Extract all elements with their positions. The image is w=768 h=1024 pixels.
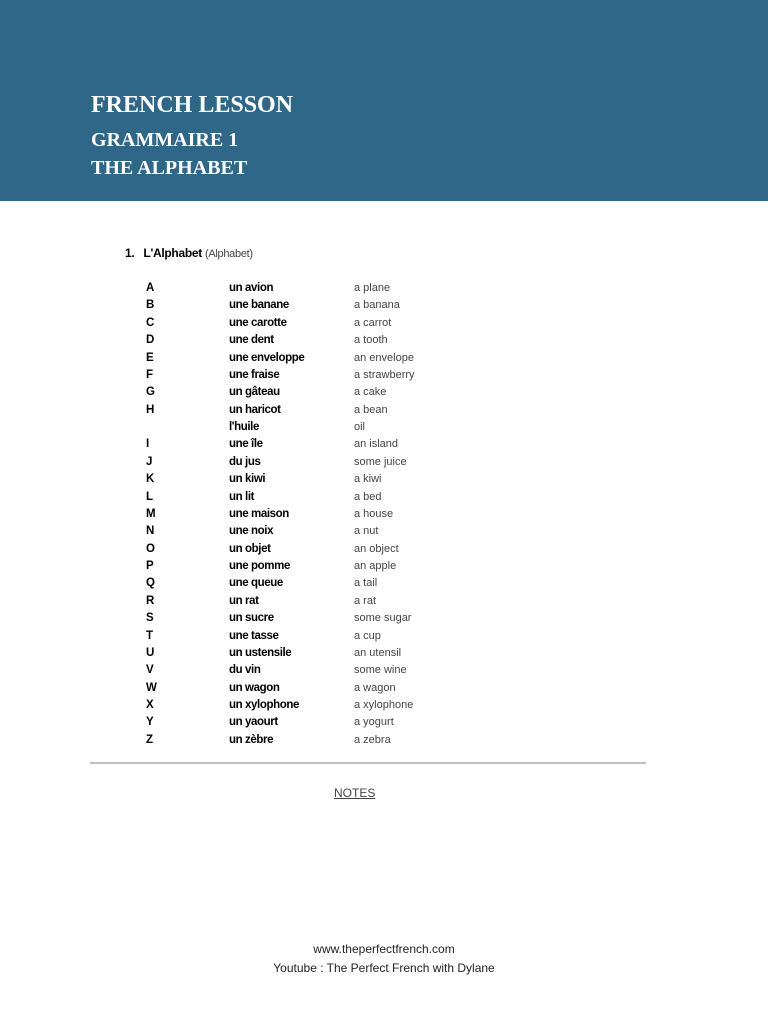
- alphabet-letter: H: [146, 403, 155, 416]
- page-subtitle: GRAMMAIRE 1: [91, 129, 239, 151]
- list-item: [0, 315, 768, 332]
- list-item: [0, 350, 768, 367]
- alphabet-letter: U: [146, 646, 155, 659]
- alphabet-letter: N: [146, 525, 155, 538]
- footer-website: www.theperfectfrench.com: [313, 942, 455, 956]
- french-word: du vin: [229, 664, 261, 677]
- list-item: [0, 628, 768, 645]
- alphabet-letter: X: [146, 699, 154, 711]
- english-meaning: a cup: [354, 629, 381, 642]
- page-title: FRENCH LESSON: [91, 92, 294, 118]
- english-meaning: a tail: [354, 577, 378, 590]
- list-item: [0, 489, 768, 506]
- alphabet-letter: L: [146, 490, 154, 503]
- alphabet-letter: C: [146, 316, 155, 329]
- list-item: [0, 558, 768, 575]
- french-word: un haricot: [229, 403, 281, 416]
- french-word: un yaourt: [229, 716, 278, 729]
- list-item: [0, 280, 768, 297]
- french-word: un kiwi: [229, 473, 266, 486]
- english-meaning: an utensil: [354, 646, 402, 659]
- french-word: un xylophone: [229, 699, 299, 711]
- alphabet-letter: Y: [146, 716, 154, 729]
- french-word: un lit: [229, 490, 255, 503]
- list-item: [0, 645, 768, 662]
- english-meaning: a kiwi: [354, 473, 382, 486]
- english-meaning: a carrot: [354, 316, 392, 329]
- french-word: une île: [229, 438, 263, 451]
- list-item: [0, 541, 768, 558]
- english-meaning: an object: [354, 542, 399, 555]
- french-word: un ustensile: [229, 646, 292, 659]
- alphabet-letter: T: [146, 629, 154, 642]
- french-word: un rat: [229, 594, 259, 607]
- alphabet-letter: O: [146, 542, 155, 555]
- alphabet-letter: B: [146, 299, 155, 312]
- english-meaning: some juice: [354, 455, 407, 468]
- french-word: une fraise: [229, 368, 280, 381]
- french-word: un zèbre: [229, 733, 274, 746]
- page-topic: THE ALPHABET: [91, 157, 248, 179]
- english-meaning: a bed: [354, 490, 382, 503]
- english-meaning: a nut: [354, 525, 379, 538]
- alphabet-letter: E: [146, 351, 154, 364]
- alphabet-letter: K: [146, 473, 155, 486]
- list-item: [0, 523, 768, 540]
- french-word: une queue: [229, 577, 283, 590]
- list-item: [0, 454, 768, 471]
- english-meaning: a rat: [354, 594, 377, 607]
- alphabet-letter: A: [146, 282, 155, 294]
- alphabet-letter: R: [146, 594, 155, 607]
- french-word: un wagon: [229, 681, 280, 694]
- english-meaning: an envelope: [354, 351, 414, 364]
- alphabet-letter: M: [146, 507, 156, 520]
- english-meaning: a strawberry: [354, 368, 415, 381]
- alphabet-letter: D: [146, 334, 155, 347]
- list-item: [0, 680, 768, 697]
- list-item: [0, 732, 768, 749]
- list-item: [0, 402, 768, 419]
- list-item: [0, 367, 768, 384]
- english-meaning: oil: [354, 421, 366, 433]
- list-item: [0, 419, 768, 436]
- alphabet-list: [0, 280, 768, 749]
- alphabet-letter: Q: [146, 577, 155, 590]
- french-word: une banane: [229, 299, 289, 312]
- alphabet-letter: J: [146, 455, 153, 468]
- french-word: un avion: [229, 282, 274, 294]
- french-word: une enveloppe: [229, 351, 305, 364]
- english-meaning: a bean: [354, 403, 388, 416]
- notes-label: NOTES: [334, 786, 376, 800]
- section-title: L'Alphabet: [143, 246, 202, 260]
- english-meaning: a wagon: [354, 681, 396, 694]
- english-meaning: a cake: [354, 386, 387, 399]
- english-meaning: an apple: [354, 560, 397, 572]
- list-item: [0, 297, 768, 314]
- english-meaning: a zebra: [354, 733, 391, 746]
- english-meaning: an island: [354, 438, 399, 451]
- french-word: un sucre: [229, 612, 274, 625]
- alphabet-letter: I: [146, 438, 150, 451]
- french-word: un objet: [229, 542, 271, 555]
- english-meaning: some sugar: [354, 612, 412, 625]
- divider: [90, 762, 646, 764]
- list-item: [0, 593, 768, 610]
- list-item: [0, 714, 768, 731]
- section-subtitle: (Alphabet): [205, 248, 253, 260]
- english-meaning: a xylophone: [354, 699, 414, 711]
- french-word: l'huile: [229, 421, 259, 433]
- section-number: 1.: [125, 246, 135, 260]
- english-meaning: a tooth: [354, 334, 388, 347]
- alphabet-letter: Z: [146, 733, 154, 746]
- list-item: [0, 575, 768, 592]
- list-item: [0, 436, 768, 453]
- english-meaning: some wine: [354, 664, 407, 677]
- english-meaning: a yogurt: [354, 716, 394, 729]
- english-meaning: a banana: [354, 299, 400, 312]
- alphabet-letter: G: [146, 386, 155, 399]
- list-item: [0, 471, 768, 488]
- list-item: [0, 610, 768, 627]
- list-item: [0, 697, 768, 714]
- french-word: une tasse: [229, 629, 279, 642]
- header-banner: [0, 0, 768, 201]
- french-word: une dent: [229, 334, 274, 347]
- french-word: une maison: [229, 507, 289, 520]
- english-meaning: a house: [354, 507, 394, 520]
- section-heading: [125, 246, 253, 260]
- list-item: [0, 384, 768, 401]
- english-meaning: a plane: [354, 282, 391, 294]
- alphabet-letter: S: [146, 612, 154, 625]
- alphabet-letter: W: [146, 681, 157, 694]
- french-word: une noix: [229, 525, 274, 538]
- list-item: [0, 332, 768, 349]
- alphabet-letter: F: [146, 368, 154, 381]
- alphabet-letter: V: [146, 664, 154, 677]
- french-word: du jus: [229, 455, 261, 468]
- french-word: une pomme: [229, 560, 290, 572]
- footer-youtube: Youtube : The Perfect French with Dylane: [273, 961, 495, 975]
- list-item: [0, 506, 768, 523]
- list-item: [0, 662, 768, 679]
- french-word: un gâteau: [229, 386, 280, 399]
- french-word: une carotte: [229, 316, 287, 329]
- alphabet-letter: P: [146, 560, 154, 572]
